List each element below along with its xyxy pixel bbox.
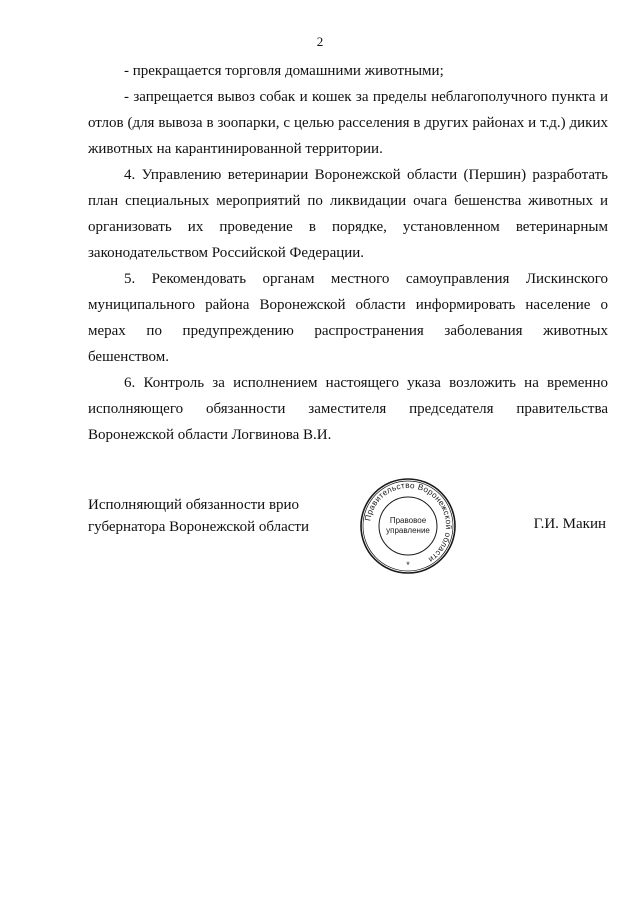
signer-name: Г.И. Макин xyxy=(533,516,606,532)
page-number: 2 xyxy=(316,34,324,49)
signer-title-line-1: Исполняющий обязанности врио xyxy=(88,497,300,513)
stamp-inner-line-2: управление xyxy=(386,526,430,535)
stamp-seal-icon xyxy=(358,476,458,576)
paragraph-item-6: 6. Контроль за исполнением настоящего указа возложить на временно исполняющего обязанности заместителя председателя правительства Воронежской области Логвинова В.И. xyxy=(88,375,608,443)
official-stamp xyxy=(358,476,458,576)
stamp-inner-line-1: Правовое xyxy=(389,516,427,525)
signer-title-line-2: губернатора Воронежской области xyxy=(88,519,309,535)
paragraph-trade-ban: - прекращается торговля домашними животными; xyxy=(124,63,444,79)
stamp-star: * xyxy=(406,560,410,570)
paragraph-item-4: 4. Управлению ветеринарии Воронежской области (Першин) разработать план специальных мероприятий по ликвидации очага бешенства животных и организовать их проведение в порядке, установленном ветеринарным законодательством Российской Федерации. xyxy=(88,167,608,261)
document-body xyxy=(88,58,608,448)
stamp-outer-text: Правительство Воронежской области xyxy=(363,480,454,565)
signer-title xyxy=(88,494,309,538)
signature-block xyxy=(88,480,608,594)
paragraph-item-5: 5. Рекомендовать органам местного самоуправления Лискинского муниципального района Воронежской области информировать население о мерах по предупреждению распространения заболевания животных бешенством. xyxy=(88,271,608,365)
paragraph-export-ban: - запрещается вывоз собак и кошек за пределы неблагополучного пункта и отлов (для вывоза в зоопарки, с целью расселения в других районах и т.д.) диких животных на карантинированной территории. xyxy=(88,89,608,157)
